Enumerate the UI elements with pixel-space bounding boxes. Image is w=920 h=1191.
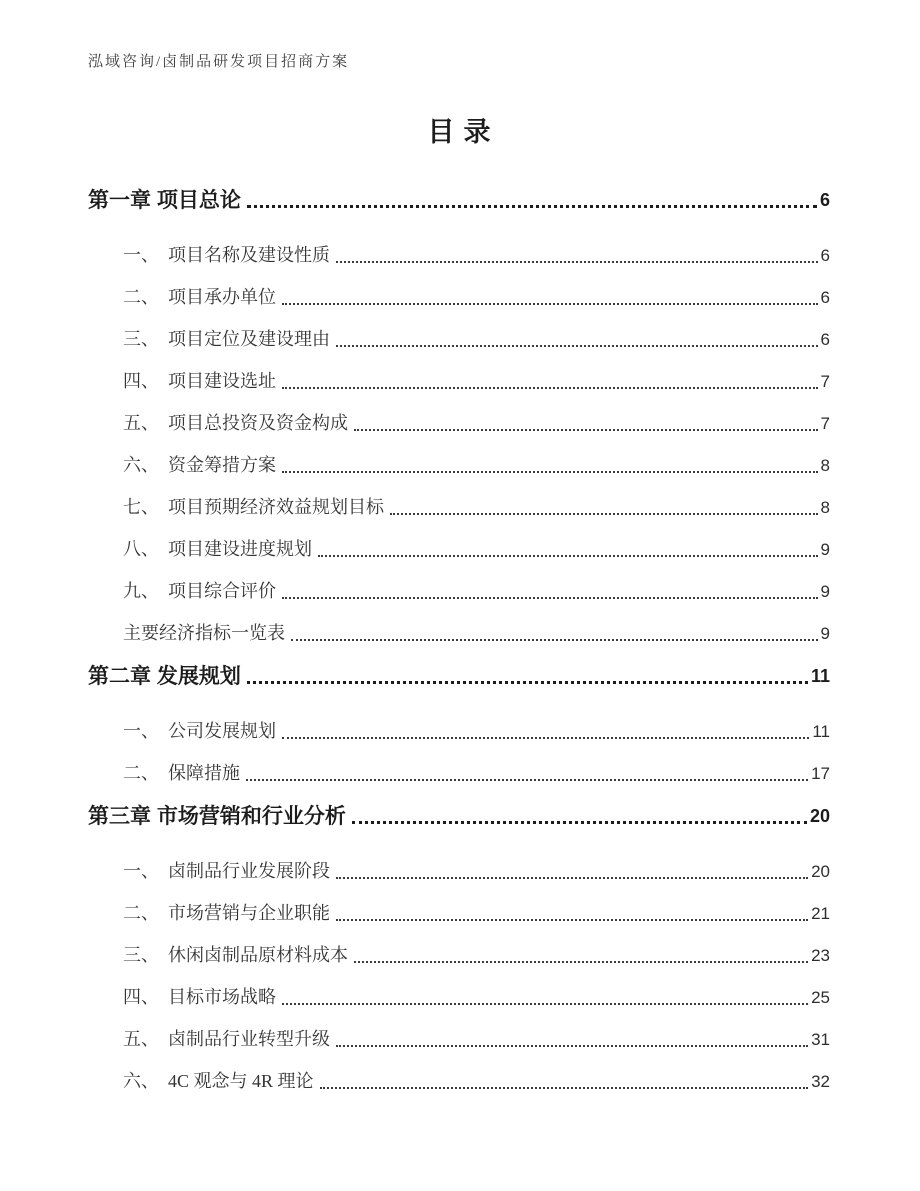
- dot-leader: [354, 429, 818, 431]
- dot-leader: [320, 1087, 809, 1089]
- toc-entry-page: 6: [820, 288, 830, 307]
- toc-entry-label: 卤制品行业转型升级: [168, 1029, 330, 1049]
- toc-entry-page: 23: [811, 946, 830, 965]
- toc-entry-page: 6: [819, 190, 830, 210]
- toc-entry-label: 卤制品行业发展阶段: [168, 861, 330, 881]
- toc-item-number: 二、: [123, 763, 159, 783]
- toc-entry-label: 市场营销与企业职能: [168, 903, 330, 923]
- toc-item-number: 六、: [123, 1071, 159, 1091]
- toc-item-entry[interactable]: [123, 243, 830, 268]
- dot-leader: [291, 639, 818, 641]
- dot-leader: [282, 471, 818, 473]
- toc-entry-page: 17: [811, 764, 830, 783]
- toc-entry-page: 9: [820, 624, 830, 643]
- toc-item-number: 三、: [123, 329, 159, 349]
- dot-leader: [282, 303, 818, 305]
- dot-leader: [282, 1003, 808, 1005]
- toc-item-entry[interactable]: [123, 285, 830, 310]
- toc-item-number: 五、: [123, 413, 159, 433]
- dot-leader: [336, 345, 818, 347]
- toc-item-entry[interactable]: [123, 537, 830, 562]
- toc-entry-page: 21: [811, 904, 830, 923]
- toc-item-number: 四、: [123, 371, 159, 391]
- toc-item-entry[interactable]: [123, 719, 830, 744]
- toc-entry-label: 4C 观念与 4R 理论: [168, 1071, 314, 1091]
- toc-entry-label: 目标市场战略: [168, 987, 276, 1007]
- toc-entry-label: 项目综合评价: [168, 581, 276, 601]
- table-of-contents: [88, 187, 830, 1094]
- toc-entry-page: 7: [820, 372, 830, 391]
- dot-leader: [246, 779, 808, 781]
- dot-leader: [247, 205, 817, 208]
- toc-entry-label: 第三章 市场营销和行业分析: [88, 805, 346, 828]
- toc-item-number: 八、: [123, 539, 159, 559]
- toc-entry-label: 项目总投资及资金构成: [168, 413, 348, 433]
- dot-leader: [354, 961, 808, 963]
- toc-item-number: 二、: [123, 903, 159, 923]
- toc-entry-page: 31: [811, 1030, 830, 1049]
- toc-entry-page: 6: [820, 246, 830, 265]
- toc-item-entry[interactable]: [123, 495, 830, 520]
- dot-leader: [282, 597, 818, 599]
- toc-entry-page: 20: [811, 862, 830, 881]
- toc-item-entry[interactable]: [123, 1069, 830, 1094]
- toc-item-entry[interactable]: [123, 985, 830, 1010]
- dot-leader: [336, 1045, 808, 1047]
- toc-item-number: 四、: [123, 987, 159, 1007]
- toc-entry-page: 32: [811, 1072, 830, 1091]
- document-header: 泓域咨询/卤制品研发项目招商方案: [88, 54, 350, 70]
- toc-entry-page: 20: [809, 806, 830, 826]
- toc-entry-page: 11: [812, 722, 830, 741]
- dot-leader: [318, 555, 818, 557]
- toc-chapter-entry[interactable]: [88, 663, 830, 690]
- toc-entry-page: 8: [820, 498, 830, 517]
- toc-entry-label: 保障措施: [168, 763, 240, 783]
- toc-entry-label: 资金筹措方案: [168, 455, 276, 475]
- toc-item-entry[interactable]: [123, 369, 830, 394]
- toc-entry-page: 25: [811, 988, 830, 1007]
- dot-leader: [336, 261, 818, 263]
- toc-entry-page: 7: [820, 414, 830, 433]
- toc-item-entry[interactable]: [123, 411, 830, 436]
- toc-item-entry[interactable]: [123, 859, 830, 884]
- toc-item-number: 五、: [123, 1029, 159, 1049]
- toc-entry-page: 11: [810, 666, 830, 686]
- dot-leader: [282, 737, 809, 739]
- toc-entry-page: 9: [820, 582, 830, 601]
- toc-entry-label: 休闲卤制品原材料成本: [168, 945, 348, 965]
- toc-entry-label: 项目建设选址: [168, 371, 276, 391]
- toc-item-number: 一、: [123, 721, 159, 741]
- toc-item-entry[interactable]: [123, 901, 830, 926]
- dot-leader: [336, 877, 808, 879]
- toc-item-number: 一、: [123, 861, 159, 881]
- toc-entry-label: 项目建设进度规划: [168, 539, 312, 559]
- toc-item-number: 三、: [123, 945, 159, 965]
- toc-item-number: 二、: [123, 287, 159, 307]
- toc-item-entry[interactable]: [123, 1027, 830, 1052]
- toc-item-entry[interactable]: [123, 453, 830, 478]
- dot-leader: [282, 387, 818, 389]
- toc-entry-label: 项目承办单位: [168, 287, 276, 307]
- toc-entry-label: 第二章 发展规划: [88, 665, 241, 688]
- toc-entry-label: 公司发展规划: [168, 721, 276, 741]
- dot-leader: [352, 821, 807, 824]
- page-title: 目录: [427, 117, 500, 147]
- toc-chapter-entry[interactable]: [88, 187, 830, 214]
- toc-chapter-entry[interactable]: [88, 803, 830, 830]
- toc-entry-page: 8: [820, 456, 830, 475]
- toc-item-number: 一、: [123, 245, 159, 265]
- toc-entry-label: 项目名称及建设性质: [168, 245, 330, 265]
- toc-entry-page: 6: [820, 330, 830, 349]
- toc-entry-label: 第一章 项目总论: [88, 189, 241, 212]
- toc-item-number: 七、: [123, 497, 159, 517]
- toc-item-number: 九、: [123, 581, 159, 601]
- dot-leader: [390, 513, 818, 515]
- toc-item-entry[interactable]: [123, 761, 830, 786]
- toc-item-entry[interactable]: [123, 579, 830, 604]
- dot-leader: [247, 681, 808, 684]
- toc-item-entry[interactable]: [123, 943, 830, 968]
- toc-entry-label: 项目定位及建设理由: [168, 329, 330, 349]
- toc-item-entry[interactable]: [123, 327, 830, 352]
- toc-item-number: 六、: [123, 455, 159, 475]
- dot-leader: [336, 919, 808, 921]
- toc-entry-label: 项目预期经济效益规划目标: [168, 497, 384, 517]
- toc-entry-page: 9: [820, 540, 830, 559]
- toc-entry-label: 主要经济指标一览表: [123, 623, 285, 643]
- toc-item-entry[interactable]: [123, 621, 830, 646]
